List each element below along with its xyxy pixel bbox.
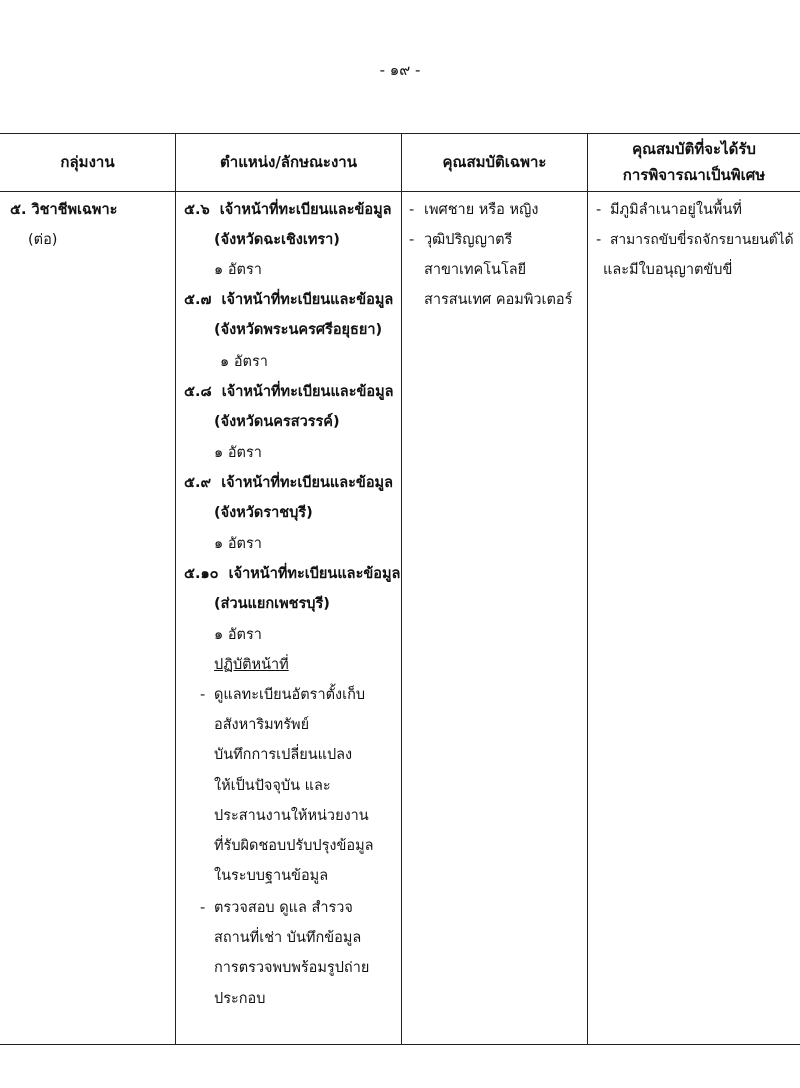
position-number: ๕.๗ — [184, 292, 212, 308]
qualification-table — [0, 133, 800, 1045]
position-title: เจ้าหน้าที่ทะเบียนและข้อมูล — [221, 475, 393, 491]
duty-line: อสังหาริมทรัพย์ — [214, 717, 310, 733]
header-position: ตำแหน่ง/ลักษณะงาน — [220, 153, 357, 171]
bullet-dash: - — [596, 232, 602, 248]
duty-line: ให้เป็นปัจจุบัน และ — [214, 778, 331, 794]
duty-line: ประสานงานให้หน่วยงาน — [214, 808, 369, 824]
qualification-line: เพศชาย หรือ หญิง — [424, 202, 539, 218]
position-title: เจ้าหน้าที่ทะเบียนและข้อมูล — [221, 384, 394, 400]
qualification-line: วุฒิปริญญาตรี — [424, 232, 513, 248]
position-number: ๕.๑๐ — [184, 566, 219, 582]
position-location: (จังหวัดนครสวรรค์) — [214, 414, 340, 430]
column-divider-2 — [401, 133, 402, 1045]
position-rate: ๑ อัตรา — [214, 627, 262, 643]
header-group: กลุ่มงาน — [60, 153, 115, 171]
group-title: ๕. วิชาชีพเฉพาะ — [10, 202, 118, 218]
duty-line: การตรวจพบพร้อมรูปถ่าย — [214, 960, 370, 976]
duty-line: ในระบบฐานข้อมูล — [214, 868, 329, 884]
qualification-line: สารสนเทศ คอมพิวเตอร์ — [424, 292, 573, 308]
position-location: (จังหวัดราชบุรี) — [214, 505, 313, 521]
bullet-dash: - — [409, 232, 415, 248]
position-number: ๕.๘ — [184, 384, 212, 400]
page-number: - ๑๙ - — [379, 61, 421, 79]
header-qualification: คุณสมบัติเฉพาะ — [442, 153, 547, 171]
table-bottom-border — [0, 1044, 800, 1045]
position-rate: ๑ อัตรา — [214, 445, 262, 461]
bullet-dash: - — [200, 687, 206, 703]
position-title: เจ้าหน้าที่ทะเบียนและข้อมูล — [219, 202, 392, 218]
special-line: มีภูมิลำเนาอยู่ในพื้นที่ — [610, 202, 742, 218]
position-rate: ๑ อัตรา — [214, 536, 262, 552]
header-bottom-border — [0, 191, 800, 192]
position-rate: ๑ อัตรา — [220, 354, 268, 370]
duty-line: ประกอบ — [214, 991, 266, 1007]
duty-line: สถานที่เช่า บันทึกข้อมูล — [214, 930, 362, 946]
bullet-dash: - — [409, 202, 415, 218]
position-title: เจ้าหน้าที่ทะเบียนและข้อมูล — [228, 566, 401, 582]
bullet-dash: - — [200, 900, 206, 916]
position-location: (จังหวัดฉะเชิงเทรา) — [214, 232, 340, 248]
duty-line: ดูแลทะเบียนอัตราตั้งเก็บ — [214, 687, 366, 703]
column-divider-1 — [175, 133, 176, 1045]
position-location: (จังหวัดพระนครศรีอยุธยา) — [214, 322, 383, 338]
qualification-line: สาขาเทคโนโลยี — [424, 262, 527, 278]
position-number: ๕.๙ — [184, 475, 212, 491]
column-divider-3 — [587, 133, 588, 1045]
bullet-dash: - — [596, 202, 602, 218]
header-special-consideration: คุณสมบัติที่จะได้รับ การพิจารณาเป็นพิเศษ — [622, 140, 766, 184]
special-line: สามารถขับขี่รถจักรยานยนต์ได้ — [610, 232, 794, 248]
duty-line: บันทึกการเปลี่ยนแปลง — [214, 747, 353, 763]
position-title: เจ้าหน้าที่ทะเบียนและข้อมูล — [221, 292, 394, 308]
position-number: ๕.๖ — [184, 202, 210, 218]
group-continued: (ต่อ) — [28, 232, 58, 248]
duty-line: ที่รับผิดชอบปรับปรุงข้อมูล — [214, 838, 374, 854]
position-location: (ส่วนแยกเพชรบุรี) — [214, 596, 330, 612]
duty-line: ตรวจสอบ ดูแล สำรวจ — [214, 900, 353, 916]
duties-heading: ปฏิบัติหน้าที่ — [214, 657, 289, 673]
position-rate: ๑ อัตรา — [214, 262, 262, 278]
special-line: และมีใบอนุญาตขับขี่ — [603, 262, 733, 278]
